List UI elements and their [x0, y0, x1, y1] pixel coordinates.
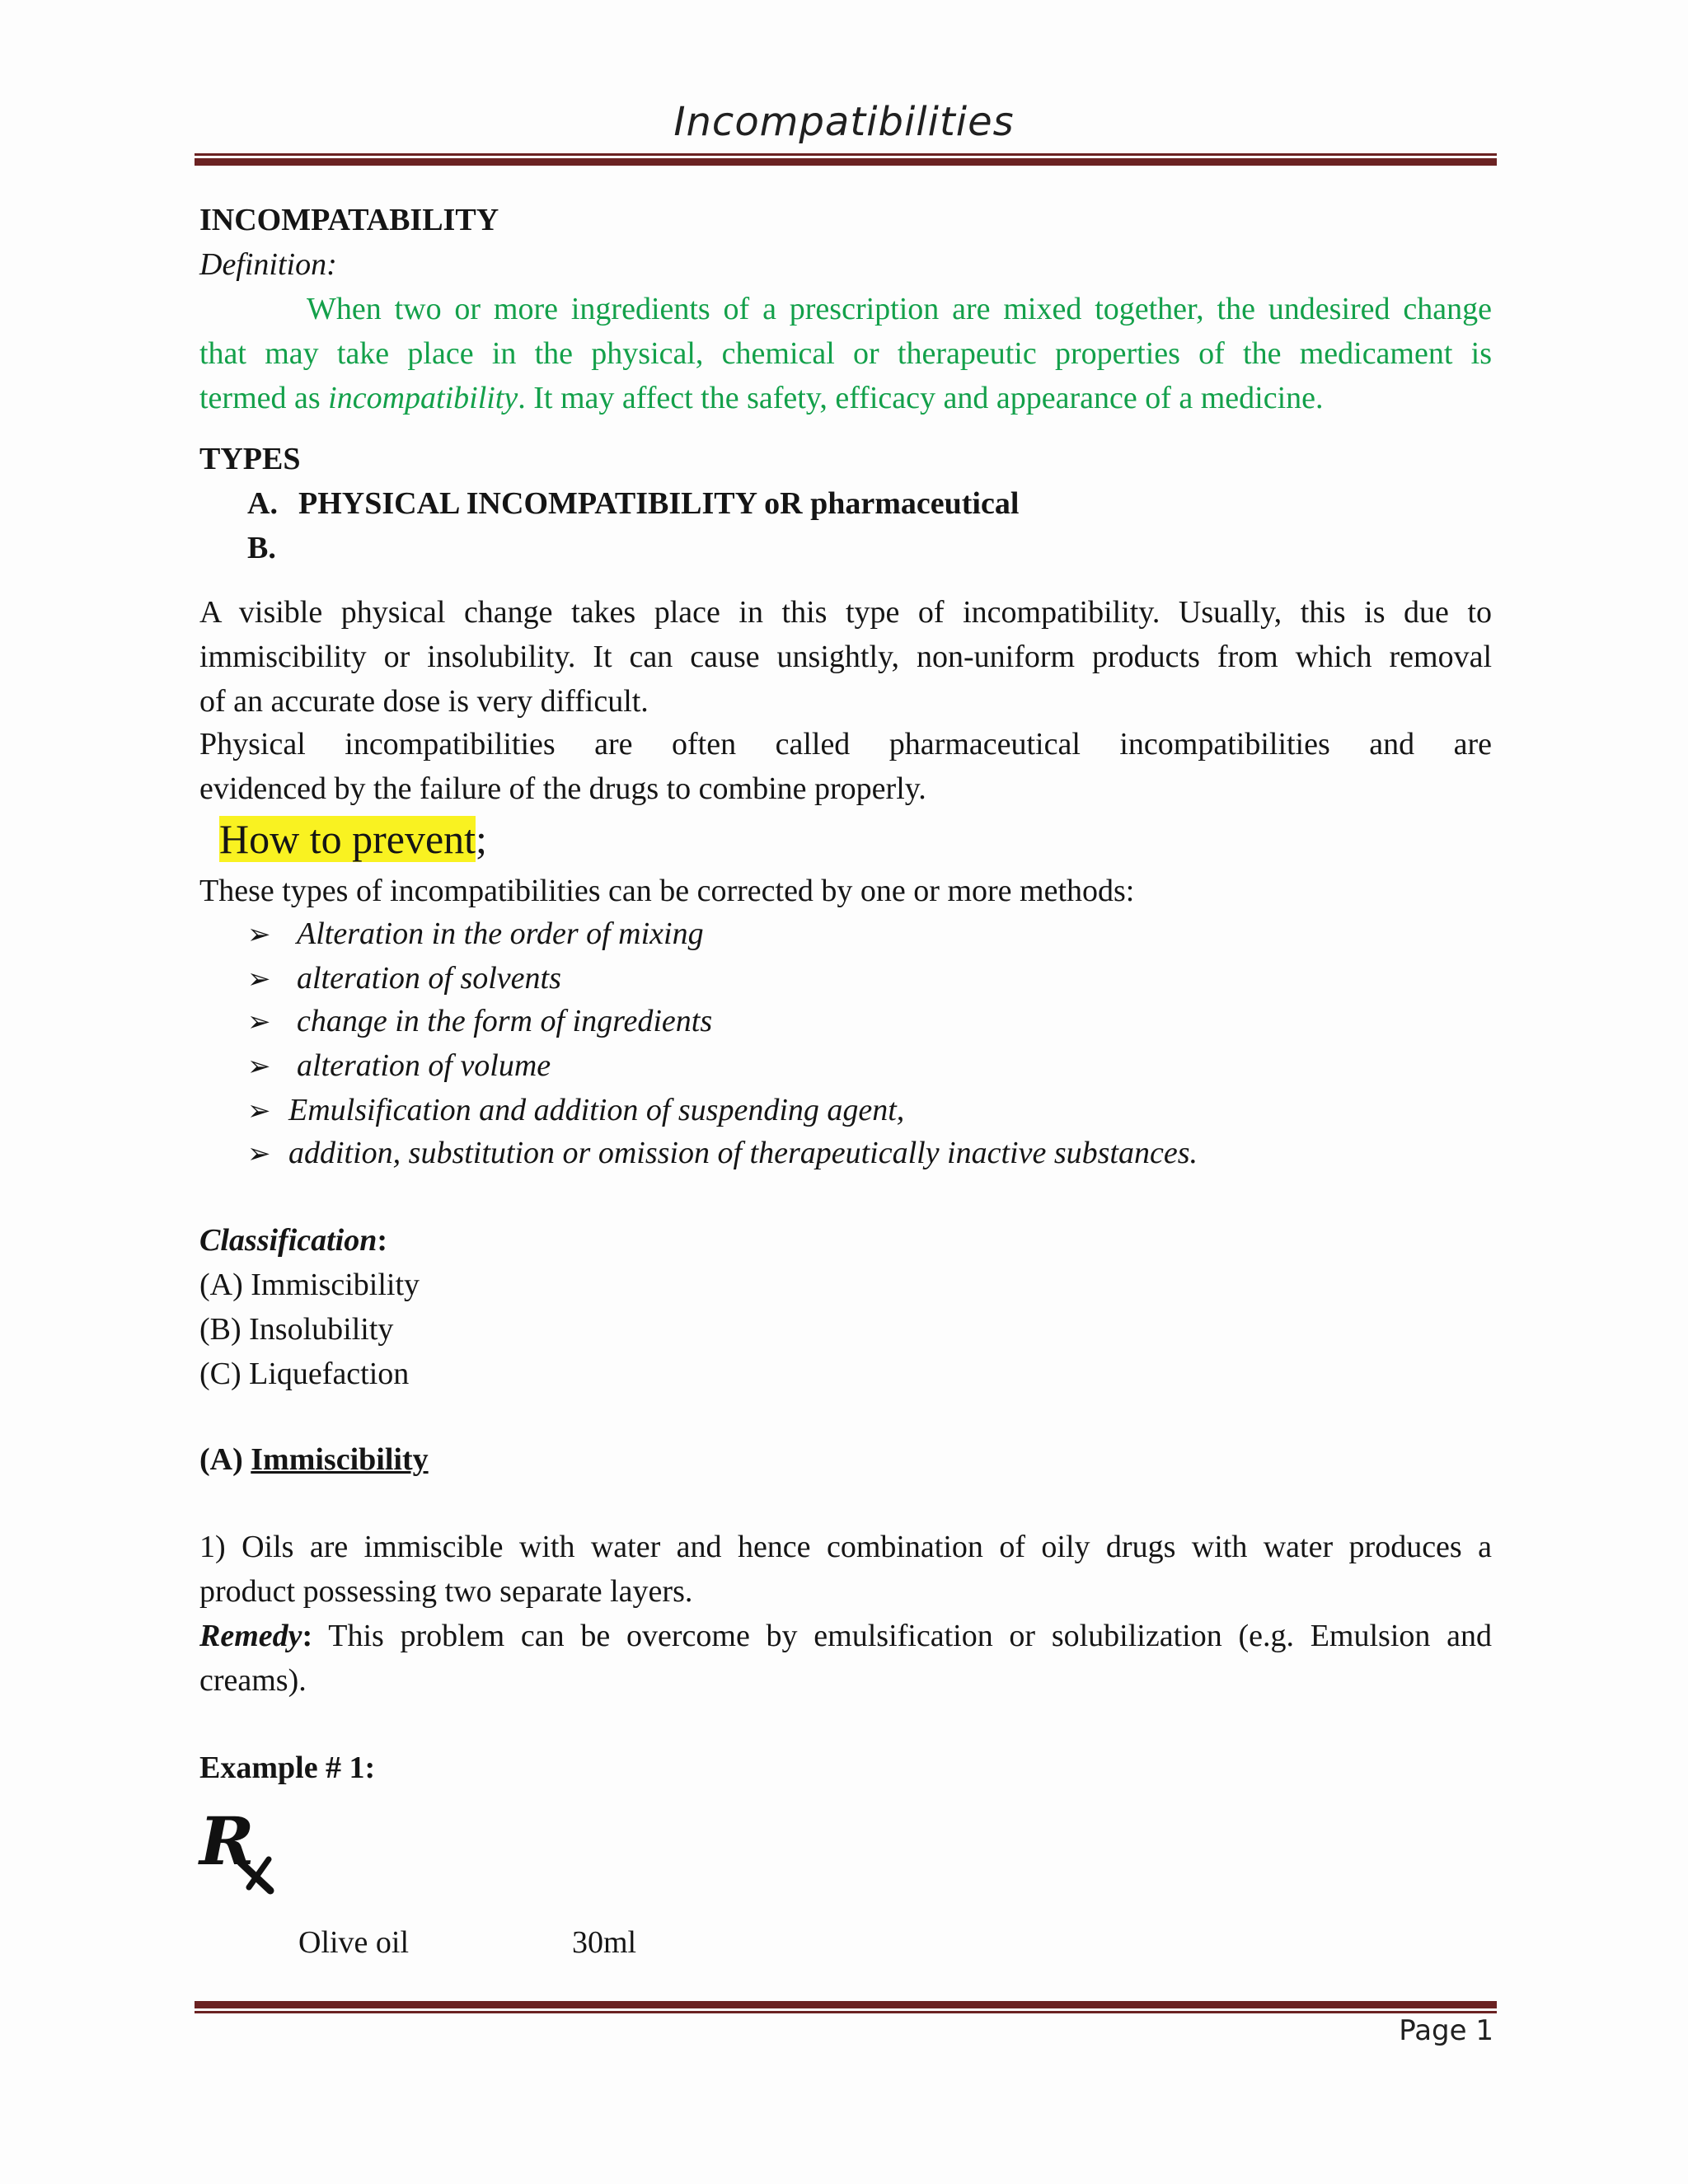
- physical-line-4: Physical incompatibilities are often called pharmaceutical incompatibilities and are: [199, 727, 1492, 762]
- method-item: ➢ change in the form of ingredients: [247, 999, 712, 1043]
- arrow-bullet-icon: ➢: [247, 1050, 271, 1083]
- page-header-title: Incompatibilities: [673, 99, 1015, 145]
- prevent-heading-highlight: How to prevent: [219, 816, 476, 862]
- physical-line-3: of an accurate dose is very difficult.: [199, 684, 649, 719]
- arrow-bullet-icon: ➢: [247, 1005, 271, 1038]
- example-ingredient: Olive oil: [298, 1925, 410, 1960]
- types-item-b: B.: [247, 531, 276, 565]
- arrow-bullet-icon: ➢: [247, 1094, 271, 1127]
- remedy-line-1: Remedy: This problem can be overcome by emulsification or solubilization (e.g. Emulsion and: [199, 1619, 1492, 1653]
- arrow-bullet-icon: ➢: [247, 1137, 271, 1170]
- physical-line-1: A visible physical change takes place in this type of incompatibility. Usually, this is due to: [199, 595, 1492, 630]
- prevent-heading: How to prevent;: [219, 816, 487, 862]
- remedy-line-2: creams).: [199, 1663, 307, 1698]
- method-item: ➢ Emulsification and addition of suspending agent,: [247, 1088, 904, 1132]
- immiscibility-point-line-1: 1) Oils are immiscible with water and hence combination of oily drugs with water produces a: [199, 1530, 1492, 1564]
- definition-line-1: When two or more ingredients of a prescription are mixed together, the undesired change: [307, 292, 1492, 326]
- header-rule: [195, 153, 1497, 166]
- method-item: ➢ addition, substitution or omission of therapeutically inactive substances.: [247, 1131, 1198, 1175]
- example-heading: Example # 1:: [199, 1750, 376, 1785]
- types-heading: TYPES: [199, 442, 301, 476]
- method-item: ➢ Alteration in the order of mixing: [247, 912, 704, 956]
- arrow-bullet-icon: ➢: [247, 918, 271, 951]
- prevent-intro: These types of incompatibilities can be corrected by one or more methods:: [199, 874, 1135, 908]
- classification-item: (C) Liquefaction: [199, 1357, 410, 1391]
- page-number: Page 1: [1399, 2014, 1493, 2047]
- classification-item: (A) Immiscibility: [199, 1268, 420, 1302]
- example-quantity: 30ml: [572, 1925, 637, 1960]
- definition-line-3: termed as incompatibility. It may affect the safety, efficacy and appearance of a medicine.: [199, 381, 1324, 415]
- rx-prescription-icon: [198, 1805, 280, 1896]
- definition-term: incompatibility: [328, 381, 518, 415]
- immiscibility-point-line-2: product possessing two separate layers.: [199, 1574, 693, 1609]
- method-item: ➢ alteration of solvents: [247, 956, 561, 1001]
- definition-label: Definition:: [199, 247, 337, 282]
- footer-rule: [195, 2001, 1497, 2013]
- physical-line-5: evidenced by the failure of the drugs to combine properly.: [199, 771, 926, 806]
- classification-heading: Classification:: [199, 1223, 388, 1258]
- immiscibility-heading: (A) Immiscibility: [199, 1442, 429, 1477]
- arrow-bullet-icon: ➢: [247, 963, 271, 996]
- section-heading: INCOMPATABILITY: [199, 203, 499, 237]
- method-item: ➢ alteration of volume: [247, 1043, 551, 1088]
- physical-line-2: immiscibility or insolubility. It can cause unsightly, non-uniform products from which removal: [199, 640, 1492, 674]
- remedy-label: Remedy: [199, 1619, 302, 1653]
- definition-line-2: that may take place in the physical, chemical or therapeutic properties of the medicament is: [199, 336, 1492, 371]
- classification-item: (B) Insolubility: [199, 1312, 394, 1347]
- types-item-a: A. PHYSICAL INCOMPATIBILITY oR pharmaceutical: [247, 486, 1020, 521]
- svg-text:R: R: [199, 1805, 255, 1880]
